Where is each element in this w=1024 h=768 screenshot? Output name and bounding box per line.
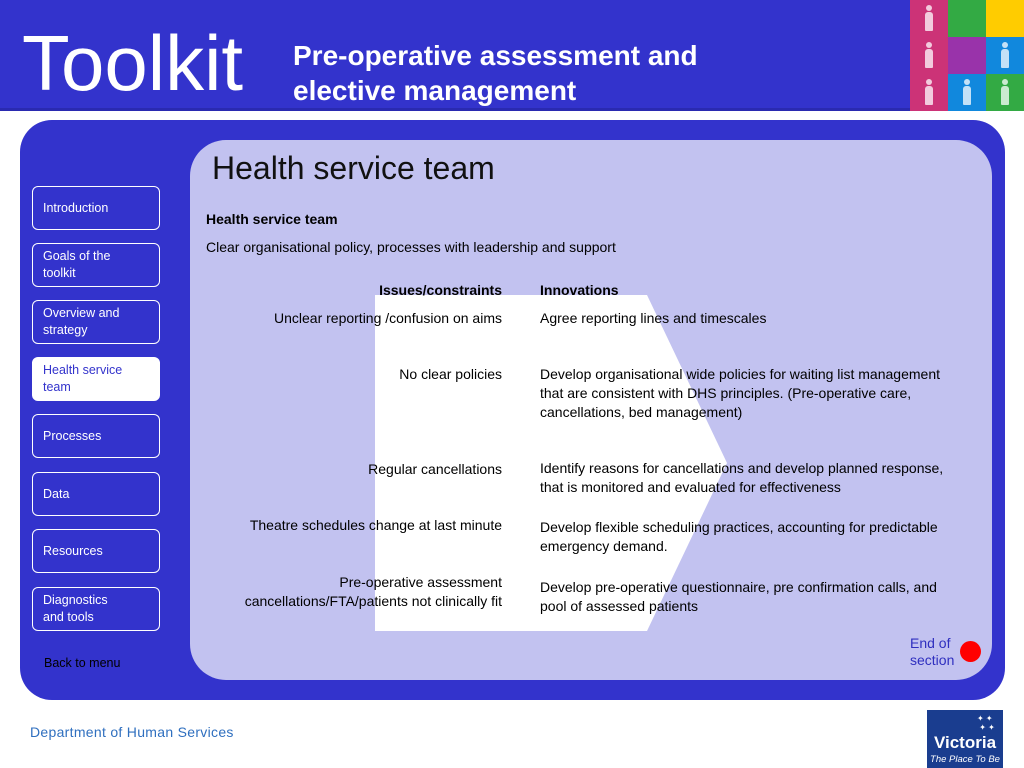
nav-goals-of-the-toolkit[interactable] bbox=[32, 243, 160, 287]
nav-health-service-team[interactable] bbox=[32, 357, 160, 401]
person-icon bbox=[925, 79, 933, 105]
brand-title: Toolkit bbox=[22, 19, 244, 107]
end-of-section-button[interactable] bbox=[960, 641, 981, 662]
page-title: Health service team bbox=[212, 150, 495, 186]
tile bbox=[948, 74, 986, 111]
issue-cell: Unclear reporting /confusion on aims bbox=[273, 310, 502, 326]
nav-label: Goals of the toolkit bbox=[43, 249, 111, 280]
back-to-menu-link[interactable]: Back to menu bbox=[44, 656, 121, 670]
nav-introduction[interactable] bbox=[32, 186, 160, 230]
person-icon bbox=[1001, 79, 1009, 105]
nav-label: Introduction bbox=[43, 200, 109, 215]
person-icon bbox=[963, 79, 971, 105]
tile bbox=[986, 0, 1024, 37]
person-icon bbox=[925, 5, 933, 31]
tile bbox=[910, 37, 948, 74]
issue-cell: Pre-operative assessment cancellations/FTA/patients not clinically fit bbox=[244, 574, 502, 609]
footer-department: Department of Human Services bbox=[30, 724, 234, 740]
people-tiles-graphic bbox=[910, 0, 1024, 110]
innovation-cell: Agree reporting lines and timescales bbox=[540, 310, 767, 326]
victoria-logo bbox=[927, 710, 1003, 768]
column-header-issues: Issues/constraints bbox=[379, 282, 502, 298]
southern-cross-icon: ✦ ✦ ✦ ✦ bbox=[977, 714, 995, 732]
tile bbox=[948, 0, 986, 37]
person-icon bbox=[1001, 42, 1009, 68]
tile bbox=[910, 0, 948, 37]
nav-label: Diagnostics and tools bbox=[43, 593, 108, 624]
nav-label: Overview and strategy bbox=[43, 306, 120, 337]
issue-cell: Theatre schedules change at last minute bbox=[249, 517, 502, 533]
header-subtitle: Pre-operative assessment and elective management bbox=[293, 40, 698, 106]
nav-resources[interactable] bbox=[32, 529, 160, 573]
nav-diagnostics-and-tools[interactable] bbox=[32, 587, 160, 631]
logo-tagline: The Place To Be bbox=[930, 754, 1000, 765]
nav-label: Resources bbox=[43, 543, 103, 558]
nav-overview-and-strategy[interactable] bbox=[32, 300, 160, 344]
tile bbox=[986, 37, 1024, 74]
nav-label: Health service team bbox=[43, 363, 123, 394]
tile bbox=[910, 74, 948, 111]
issue-cell: Regular cancellations bbox=[368, 461, 502, 477]
innovation-cell: Develop organisational wide policies for waiting list management that are consistent with DHS principles. (Pre-operative care, cancellations, bed management) bbox=[540, 366, 940, 420]
column-header-innovations: Innovations bbox=[540, 282, 619, 298]
nav-processes[interactable] bbox=[32, 414, 160, 458]
section-description: Clear organisational policy, processes with leadership and support bbox=[206, 239, 616, 255]
nav-label: Processes bbox=[43, 428, 102, 443]
innovation-cell: Identify reasons for cancellations and develop planned response, that is monitored and evaluated for effectiveness bbox=[540, 460, 944, 495]
tile bbox=[986, 74, 1024, 111]
header-divider bbox=[0, 108, 910, 111]
end-of-section-link[interactable]: End of section bbox=[910, 635, 955, 668]
innovation-cell: Develop flexible scheduling practices, accounting for predictable emergency demand. bbox=[540, 519, 938, 554]
innovation-cell: Develop pre-operative questionnaire, pre confirmation calls, and pool of assessed patients bbox=[540, 579, 937, 614]
tile bbox=[948, 37, 986, 74]
logo-word: Victoria bbox=[933, 733, 997, 752]
issue-cell: No clear policies bbox=[399, 366, 502, 382]
nav-data[interactable] bbox=[32, 472, 160, 516]
person-icon bbox=[925, 42, 933, 68]
nav-label: Data bbox=[43, 486, 70, 501]
section-heading: Health service team bbox=[206, 211, 338, 227]
